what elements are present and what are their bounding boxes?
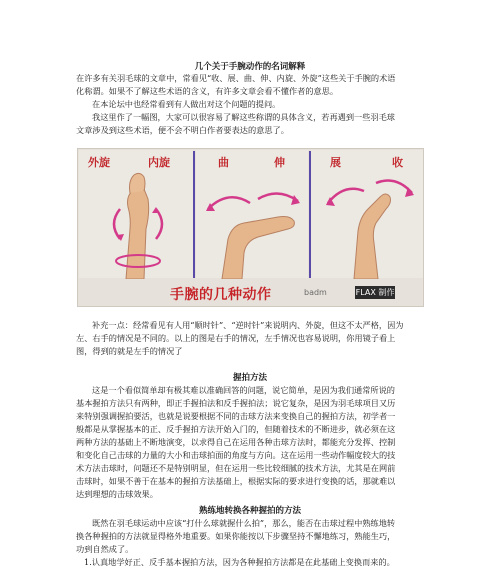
deviation-arm-illustration <box>314 169 424 279</box>
section-title-switch-grip: 熟练地转换各种握拍的方法 <box>198 506 301 516</box>
switch-line-2: 换各种握拍的方法就显得格外地重要。如果你能按以下步骤坚持不懈地练习，熟能生巧， <box>76 531 396 541</box>
grip-line-1: 这是一个看似简单却有极其难以准确回答的问题，说它简单，是因为我们通常所说的 <box>92 385 395 395</box>
intro-line-3: 在本论坛中也经常看到有人做出对这个问题的提问。 <box>92 99 281 109</box>
intro-line-1: 在许多有关羽毛球的文章中，常看见“收、展、曲、伸、内旋、外旋”这些关于手腕的术语 <box>76 73 396 83</box>
note-line-3: 图，得到的就是左手的情况了 <box>76 346 183 356</box>
label-flexion: 曲 <box>218 156 229 169</box>
label-external-rotation: 外旋 <box>88 156 110 169</box>
document-title: 几个关于手腕动作的名词解释 <box>194 62 306 72</box>
intro-line-4: 我这里作了一幅图，大家可以很容易了解这些称谓的具体含义，若再遇到一些羽毛球 <box>92 112 395 122</box>
note-line-2: 左、右手的情况是不同的。以上的图是右手的情况，左手情况也容易说明，你用镜子看上 <box>76 333 396 343</box>
label-internal-rotation: 内旋 <box>148 156 170 169</box>
grip-line-2: 基本握拍方法只有两种，即正手握拍法和反手握拍法；说它复杂，是因为羽毛球项目又历 <box>76 398 396 408</box>
rotation-arm-illustration <box>86 169 190 279</box>
wrist-actions-figure <box>77 148 424 307</box>
flexion-arm-illustration <box>198 169 308 279</box>
switch-line-4: 1.认真地学好正、反手基本握拍方法，因为各种握拍方法都是在此基础上变换而来的。 <box>84 557 395 567</box>
label-adduction: 收 <box>392 156 403 169</box>
figure-divider <box>193 151 195 278</box>
figure-caption: 手腕的几种动作 <box>170 287 272 303</box>
label-extension: 伸 <box>274 156 285 169</box>
section-title-grip: 握拍方法 <box>232 373 267 383</box>
label-abduction: 展 <box>330 156 341 169</box>
intro-line-5: 文章涉及到这些术语，便不会不明白作者要表达的意思了。 <box>76 125 289 135</box>
grip-line-5: 两种方法的基础上不断地演变，以求得自己在运用各种击球方法时，都能充分发挥、控制 <box>76 437 396 447</box>
switch-line-3: 功到自然成了。 <box>76 544 134 554</box>
note-line-1: 补充一点：经常看见有人用“顺时针”、“逆时针”来说明内、外旋，但这不太严格，因为 <box>92 320 404 330</box>
figure-credit-badge: FLAX 制作 <box>355 288 395 297</box>
figure-watermark: badm <box>304 288 327 297</box>
grip-line-8: 击球时，如果不善于在基本的握拍方法基础上，根据实际的要求进行变换的话，那就难以 <box>76 476 396 486</box>
switch-line-1: 既然在羽毛球运动中应该“打什么球就握什么拍”，那么，能否在击球过程中熟练地转 <box>92 518 396 528</box>
grip-line-4: 般都是从掌握基本的正、反手握拍方法开始入门的，但随着技术的不断进步，就必须在这 <box>76 424 396 434</box>
figure-divider <box>309 151 311 278</box>
intro-line-2: 化称谓。如果不了解这些术语的含义，有许多文章会看不懂作者的意思。 <box>76 86 339 96</box>
grip-line-3: 来特别强调握拍要活，也就是说要根据不同的击球方法来变换自己的握拍方法，初学者一 <box>76 411 396 421</box>
grip-line-7: 术方法击球时，问题还不是特别明显，但在运用一些比较细腻的技术方法，尤其是在网前 <box>76 463 396 473</box>
grip-line-6: 和变化自己击球的力量的大小和击球拍面的角度与方向。这在运用一些动作幅度较大的技 <box>76 450 396 460</box>
grip-line-9: 达到理想的击球效果。 <box>76 489 158 499</box>
